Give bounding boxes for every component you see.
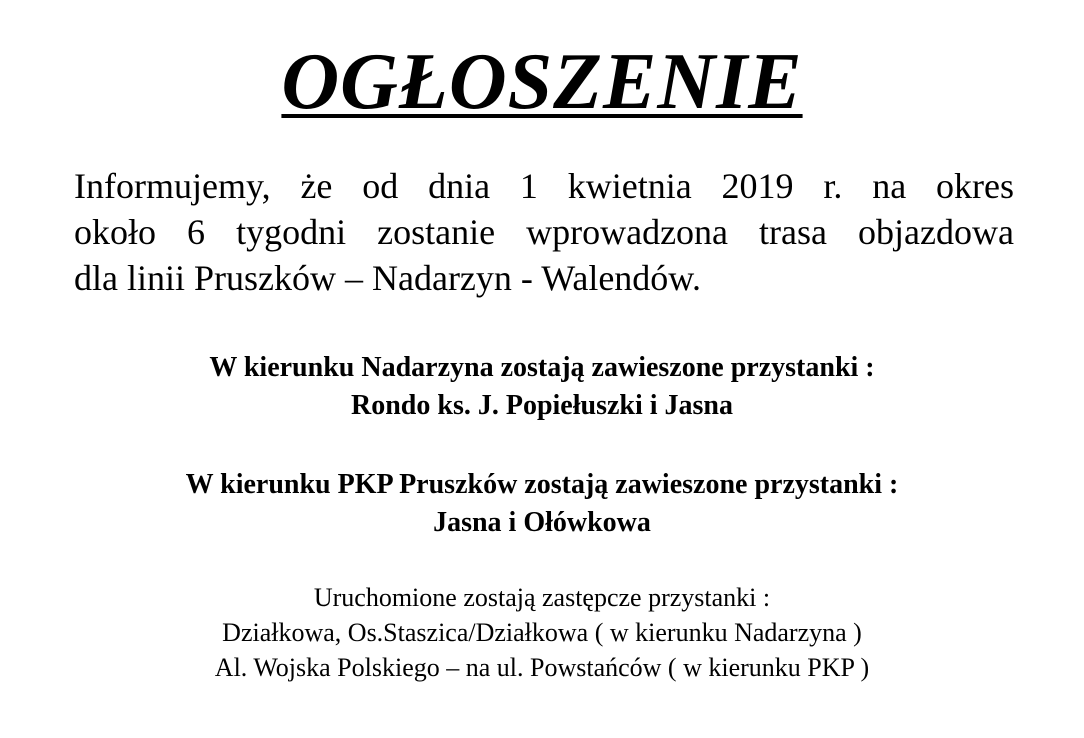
intro-paragraph — [74, 163, 1014, 301]
nadarzyn-direction-heading: W kierunku Nadarzyna zostają zawieszone przystanki : — [209, 352, 875, 383]
pkp-suspended-stops: Jasna i Ołówkowa — [433, 507, 651, 538]
pkp-direction-heading: W kierunku PKP Pruszków zostają zawieszone przystanki : — [185, 469, 899, 500]
replacement-heading: Uruchomione zostają zastępcze przystanki : — [313, 583, 771, 612]
replacement-line-1: Działkowa, Os.Staszica/Działkowa ( w kierunku Nadarzyna ) — [222, 618, 862, 647]
nadarzyn-direction-section — [0, 349, 1084, 425]
intro-line-3: dla linii Pruszków – Nadarzyn - Walendów. — [74, 258, 701, 298]
announcement-title — [0, 38, 1084, 126]
announcement-title-text: OGŁOSZENIE — [281, 38, 803, 126]
intro-line-2: około 6 tygodni zostanie wprowadzona trasa objazdowa — [74, 212, 1014, 252]
nadarzyn-suspended-stops: Rondo ks. J. Popiełuszki i Jasna — [351, 390, 733, 421]
intro-line-1: Informujemy, że od dnia 1 kwietnia 2019 r. na okres — [74, 166, 1014, 206]
pkp-direction-section — [0, 466, 1084, 542]
replacement-stops-section — [0, 580, 1084, 685]
replacement-line-2: Al. Wojska Polskiego – na ul. Powstańców ( w kierunku PKP ) — [214, 653, 870, 682]
